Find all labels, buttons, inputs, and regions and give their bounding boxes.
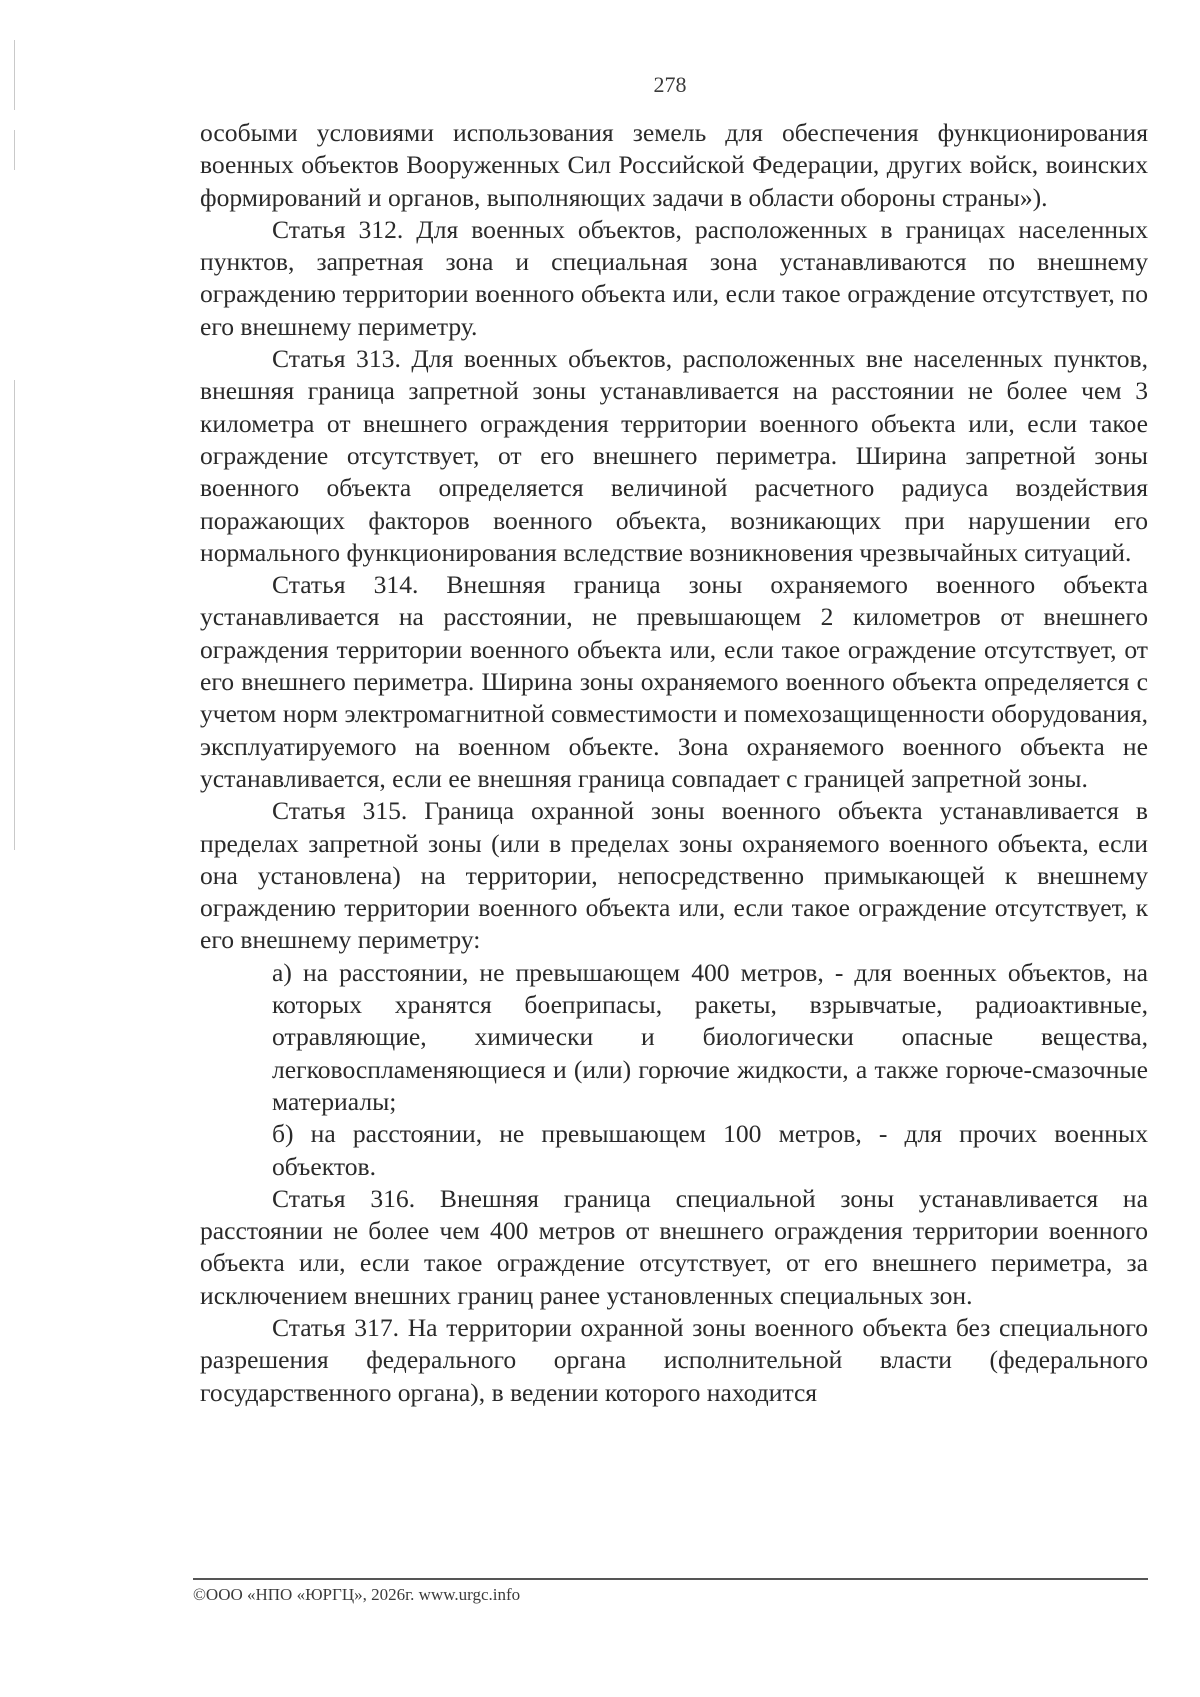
footer-divider: [193, 1578, 1148, 1580]
article-313: Статья 313. Для военных объектов, расположенных вне населенных пунктов, внешняя граница запретной зоны устанавливается на расстоянии не более чем 3 километра от внешнего ограждения территории военного объекта или, если такое ограждение отсутствует, от его внешнего периметра. Ширина запретной зоны военного объекта определяется величиной расчетного радиуса воздействия поражающих факторов военного объекта, возникающих при нарушении его нормального функционирования вследствие возникновения чрезвычайных ситуаций.: [200, 344, 1148, 567]
footer-copyright: ©ООО «НПО «ЮРГЦ», 2026г. www.urgc.info: [193, 1585, 521, 1604]
article-312: Статья 312. Для военных объектов, расположенных в границах населенных пунктов, запретная зона и специальная зона устанавливаются по внешнему ограждению территории военного объекта или, если такое ограждение отсутствует, по его внешнему периметру.: [200, 214, 1148, 341]
scan-edge-mark: [14, 380, 15, 850]
article-317: Статья 317. На территории охранной зоны военного объекта без специального разрешения федерального органа исполнительной власти (федерального государственного органа), в ведении которого находится: [200, 1312, 1148, 1407]
article-314: Статья 314. Внешняя граница зоны охраняемого военного объекта устанавливается на расстоянии, не превышающем 2 километров от внешнего ограждения территории военного объекта или, если такое ограждение отсутствует, от его внешнего периметра. Ширина зоны охраняемого военного объекта определяется с учетом норм электромагнитной совместимости и помехозащищенности оборудования, эксплуатируемого на военном объекте. Зона охраняемого военного объекта не устанавливается, если ее внешняя граница совпадает с границей запретной зоны.: [200, 570, 1148, 793]
article-315-item-a: а) на расстоянии, не превышающем 400 метров, - для военных объектов, на которых хранятся боеприпасы, ракеты, взрывчатые, радиоактивные, отравляющие, химически и биологически опасные вещества, легковоспламеняющиеся и (или) горючие жидкости, а также горюче-смазочные материалы;: [272, 957, 1148, 1116]
article-315: Статья 315. Граница охранной зоны военного объекта устанавливается в пределах запретной зоны (или в пределах зоны охраняемого военного объекта, если она установлена) на территории, непосредственно примыкающей к внешнему ограждению территории военного объекта или, если такое ограждение отсутствует, к его внешнему периметру:: [200, 796, 1148, 955]
article-315-item-b: б) на расстоянии, не превышающем 100 метров, - для прочих военных объектов.: [272, 1119, 1148, 1181]
scan-edge-mark: [14, 130, 15, 170]
document-body: [200, 117, 1148, 1409]
page-number: 278: [653, 72, 687, 97]
article-316: Статья 316. Внешняя граница специальной зоны устанавливается на расстоянии не более чем 400 метров от внешнего ограждения территории военного объекта или, если такое ограждение отсутствует, от его внешнего периметра, за исключением внешних границ ранее установленных специальных зон.: [200, 1183, 1148, 1310]
paragraph-continuation: особыми условиями использования земель для обеспечения функционирования военных объектов Вооруженных Сил Российской Федерации, других войск, воинских формирований и органов, выполняющих задачи в области обороны страны»).: [200, 118, 1148, 212]
